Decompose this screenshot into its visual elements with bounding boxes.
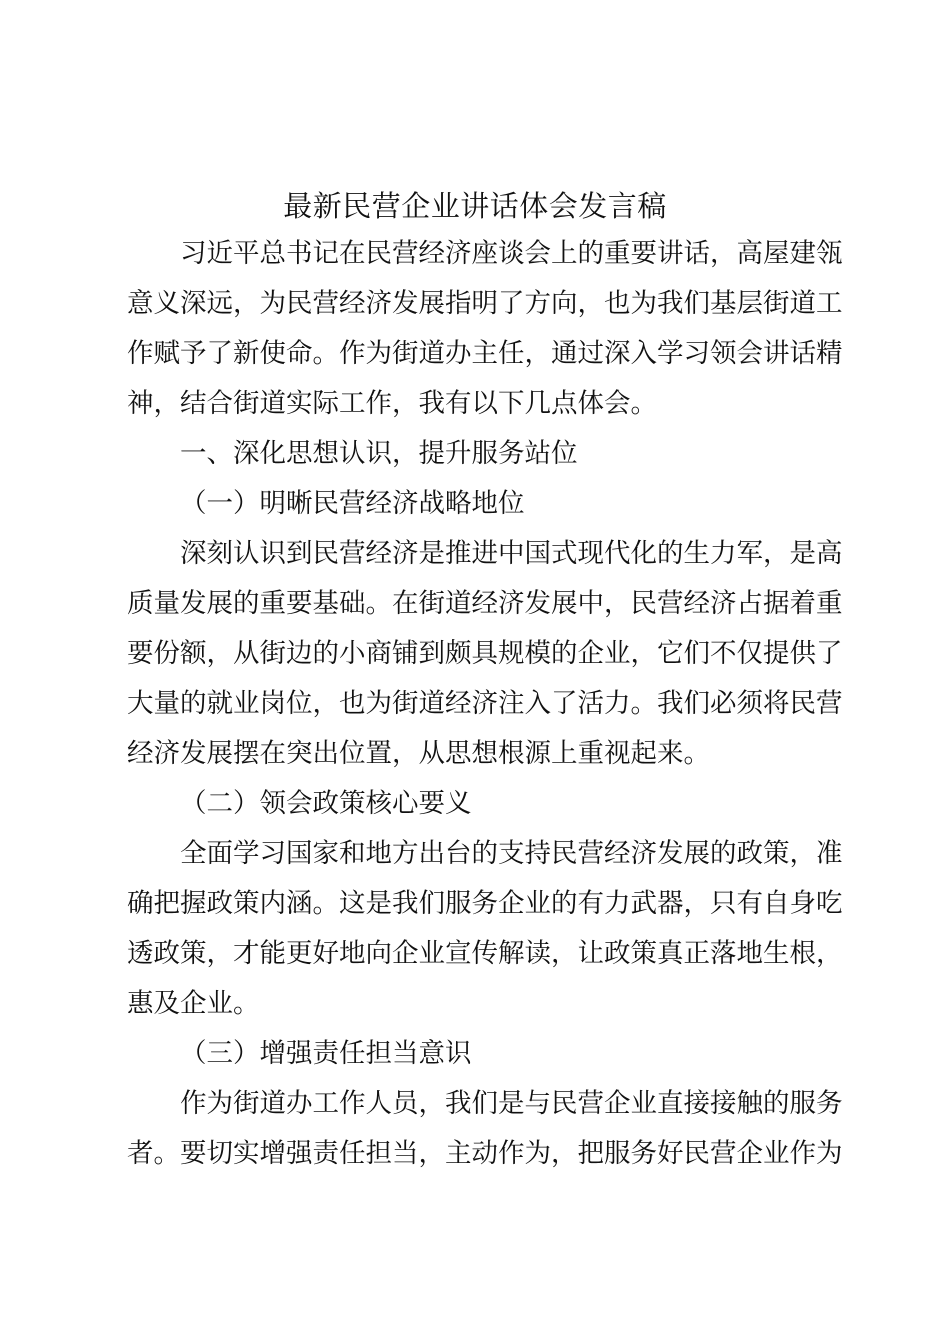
paragraph-line: 深刻认识到民营经济是推进中国式现代化的生力军，是高 bbox=[180, 538, 843, 569]
paragraph-line: 作赋予了新使命。作为街道办主任，通过深入学习领会讲话精 bbox=[127, 338, 843, 369]
paragraph-line: 确把握政策内涵。这是我们服务企业的有力武器，只有自身吃 bbox=[127, 888, 843, 919]
paragraph-line: 作为街道办工作人员，我们是与民营企业直接接触的服务 bbox=[180, 1088, 843, 1119]
paragraph-line: 神，结合街道实际工作，我有以下几点体会。 bbox=[127, 388, 657, 419]
paragraph-line: 全面学习国家和地方出台的支持民营经济发展的政策，准 bbox=[180, 838, 843, 869]
paragraph-line: 质量发展的重要基础。在街道经济发展中，民营经济占据着重 bbox=[127, 588, 843, 619]
document-title: 最新民营企业讲话体会发言稿 bbox=[283, 189, 667, 223]
paragraph-line: 要份额，从街边的小商铺到颇具规模的企业，它们不仅提供了 bbox=[127, 638, 843, 669]
subsection-heading: （三）增强责任担当意识 bbox=[180, 1038, 472, 1069]
paragraph-line: 惠及企业。 bbox=[127, 988, 260, 1019]
paragraph-line: 经济发展摆在突出位置，从思想根源上重视起来。 bbox=[127, 738, 710, 769]
section-heading: 一、深化思想认识，提升服务站位 bbox=[180, 438, 578, 469]
paragraph-line: 习近平总书记在民营经济座谈会上的重要讲话，高屋建瓴 bbox=[180, 238, 843, 269]
paragraph-line: 大量的就业岗位，也为街道经济注入了活力。我们必须将民营 bbox=[127, 688, 843, 719]
paragraph-line: 者。要切实增强责任担当，主动作为，把服务好民营企业作为 bbox=[127, 1138, 843, 1169]
subsection-heading: （一）明晰民营经济战略地位 bbox=[180, 488, 525, 519]
paragraph-line: 意义深远，为民营经济发展指明了方向，也为我们基层街道工 bbox=[127, 288, 843, 319]
subsection-heading: （二）领会政策核心要义 bbox=[180, 788, 472, 819]
paragraph-line: 透政策，才能更好地向企业宣传解读，让政策真正落地生根， bbox=[127, 938, 843, 969]
